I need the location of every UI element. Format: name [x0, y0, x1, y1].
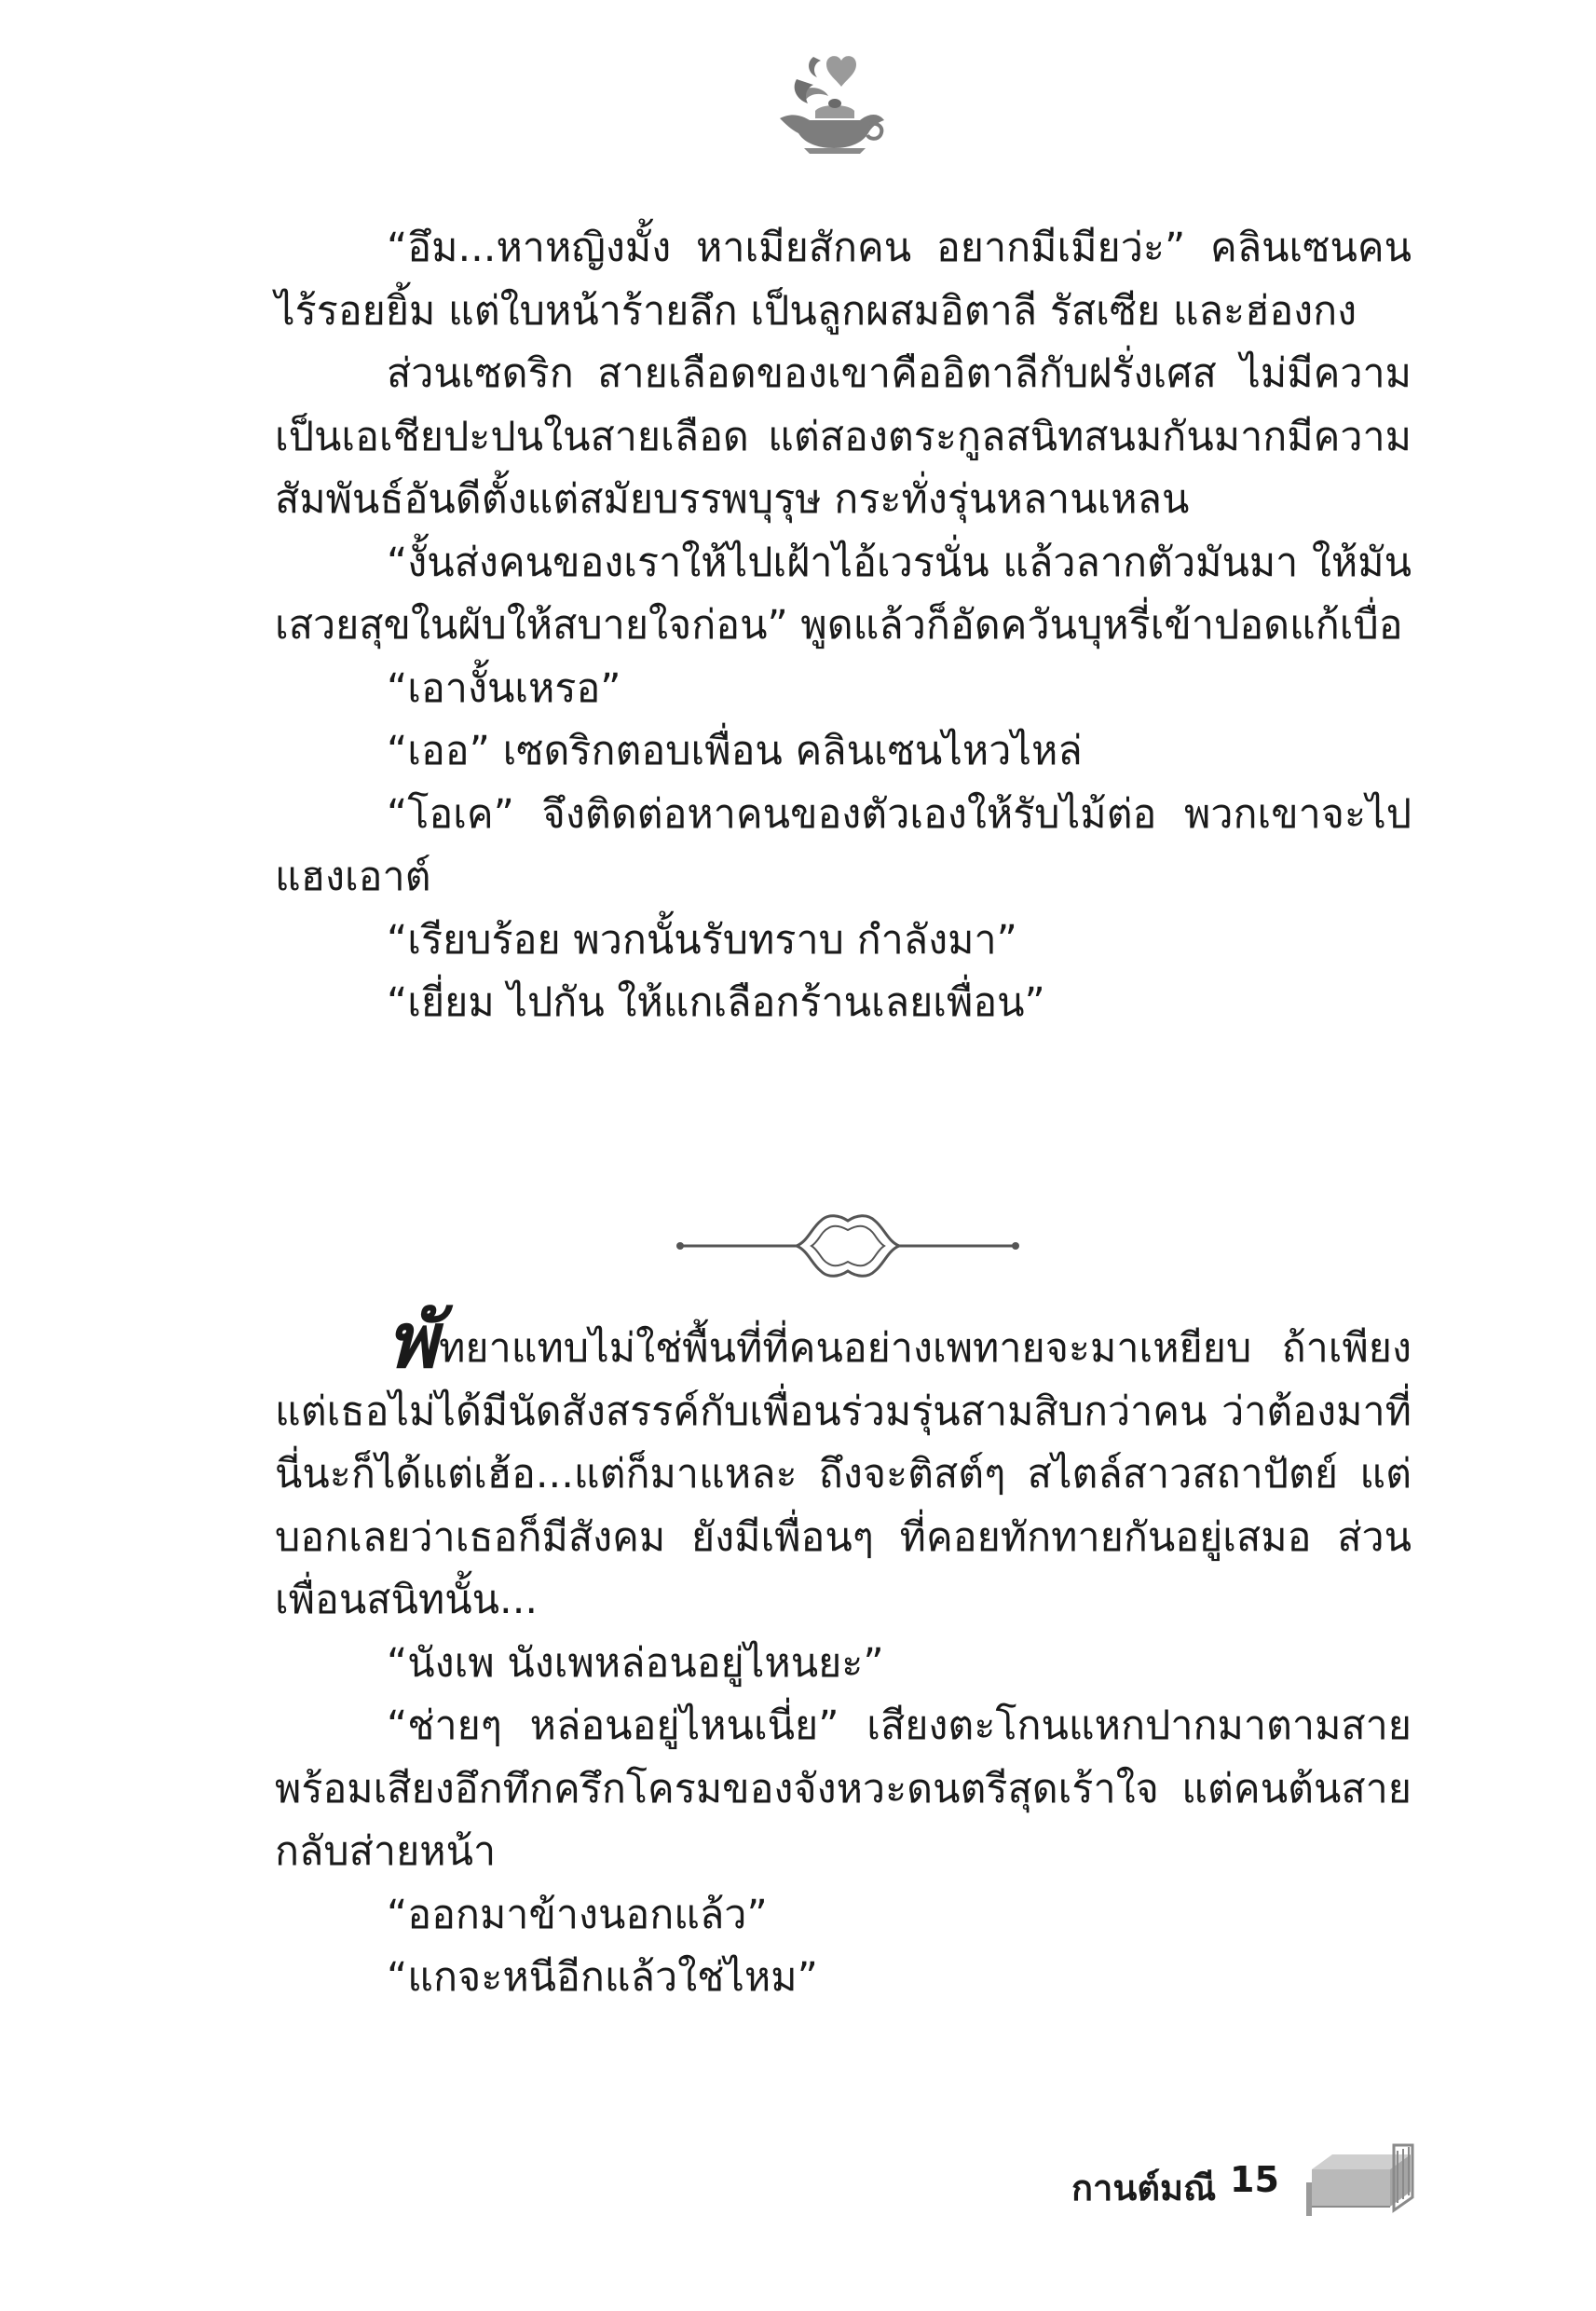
paragraph: “เยี่ยม ไปกัน ให้แกเลือกร้านเลยเพื่อน”: [387, 979, 1045, 1026]
bed-ornament-icon: [1304, 2141, 1414, 2220]
paragraph: ส่วนเซดริก สายเลือดของเขาคืออิตาลีกับฝรั่งเศส ไม่มีความเป็นเอเชียปะปนในสายเลือด แต่สองตระกูลสนิทสนมกันมากมีความสัมพันธ์อันดีตั้งแต่สมัยบรรพบุรุษ กระทั่งรุ่นหลานเหลน: [275, 350, 1412, 523]
paragraph: “อึม...หาหญิงมั้ง หาเมียสักคน อยากมีเมียว่ะ” คลินเซนคนไร้รอยยิ้ม แต่ใบหน้าร้ายลึก เป็นลูกผสมอิตาลี รัสเซีย และฮ่องกง: [275, 225, 1412, 335]
paragraph-text: ทยาแทบไม่ใช่พื้นที่ที่คนอย่างเพทายจะมาเหยียบ ถ้าเพียงแต่เธอไม่ได้มีนัดสังสรรค์กับเพื่อนร่วมรุ่นสามสิบกว่าคน ว่าต้องมาที่นี่นะก็ได้แต่เฮ้อ...แต่ก็มาแหละ ถึงจะติสต์ๆ สไตล์สาวสถาปัตย์ แต่บอกเลยว่าเธอก็มีสังคม ยังมีเพื่อนๆ ที่คอยทักทายกันอยู่เสมอ ส่วนเพื่อนสนิทนั้น...: [275, 1325, 1412, 1623]
page-number: 15: [1230, 2159, 1279, 2200]
paragraph: “ออกมาข้างนอกแล้ว”: [387, 1891, 768, 1938]
drop-cap: พั: [387, 1296, 438, 1386]
paragraph: “งั้นส่งคนของเราให้ไปเฝ้าไอ้เวรนั่น แล้วลากตัวมันมา ให้มันเสวยสุขในผับให้สบายใจก่อน” พูดแล้วก็อัดควันบุหรี่เข้าปอดแก้เบื่อ: [275, 539, 1412, 649]
section-one-text: [275, 217, 1412, 1035]
paragraph: “ช่ายๆ หล่อนอยู่ไหนเนี่ย” เสียงตะโกนแหกปากมาตามสายพร้อมเสียงอึกทึกครึกโครมของจังหวะดนตรีสุดเร้าใจ แต่คนต้นสายกลับส่ายหน้า: [275, 1702, 1412, 1875]
opening-paragraph: [275, 1296, 1412, 1633]
running-footer-title: กานต์มณี: [1071, 2167, 1217, 2208]
section-two-text: [275, 1296, 1412, 2010]
paragraph: “เออ” เซดริกตอบเพื่อน คลินเซนไหวไหล่: [387, 728, 1083, 774]
paragraph: “แกจะหนีอีกแล้วใช่ไหม”: [387, 1954, 818, 2001]
paragraph: “นังเพ นังเพหล่อนอยู่ไหนยะ”: [387, 1639, 884, 1687]
paragraph: “โอเค” จึงติดต่อหาคนของตัวเองให้รับไม้ต่อ พวกเขาจะไปแฮงเอาต์: [275, 790, 1412, 900]
genie-lamp-ornament-icon: [759, 51, 899, 154]
paragraph: “เอางั้นเหรอ”: [387, 664, 621, 712]
paragraph: “เรียบร้อย พวกนั้นรับทราบ กำลังมา”: [387, 916, 1017, 964]
scene-break-divider-icon: [675, 1204, 1020, 1288]
